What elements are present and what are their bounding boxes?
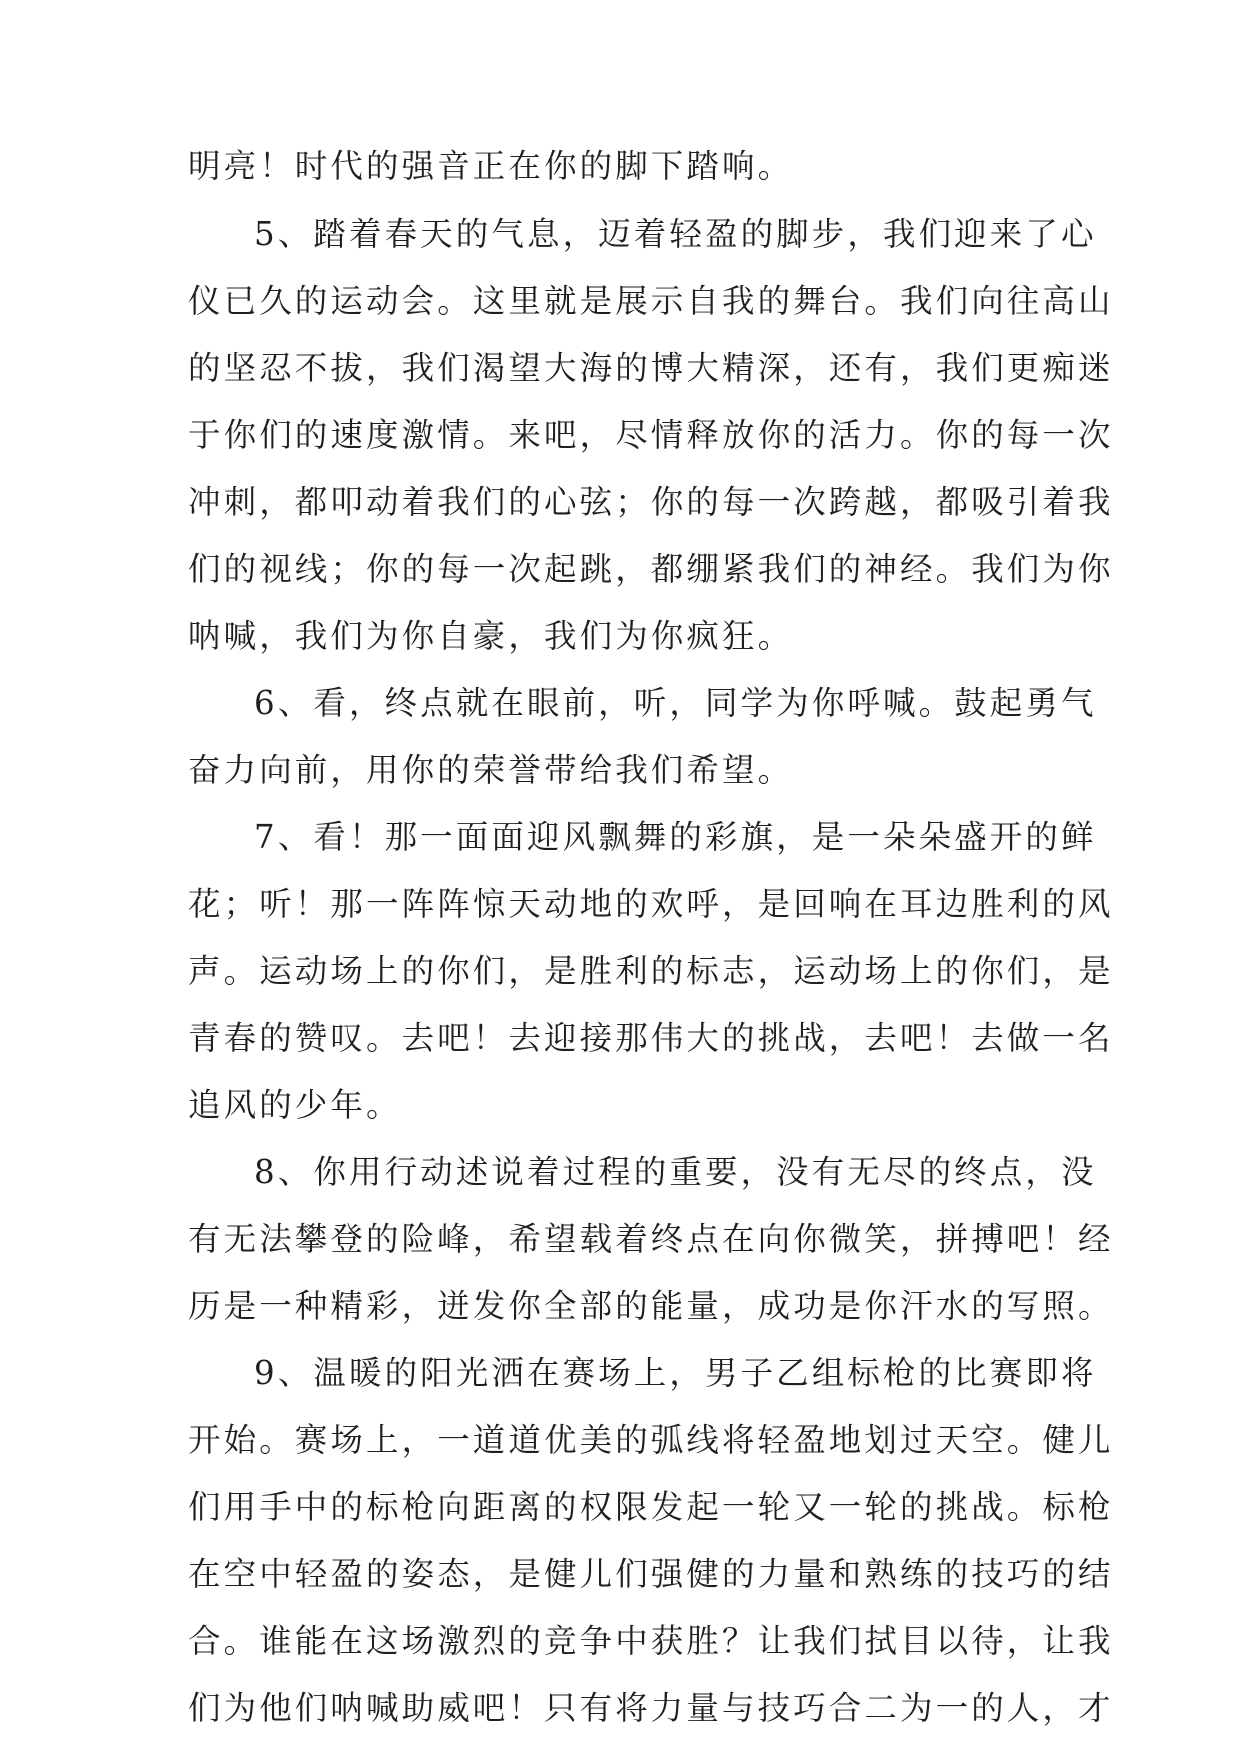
text-line: 在空中轻盈的姿态，是健儿们强健的力量和熟练的技巧的结 bbox=[188, 1555, 1114, 1593]
text-line: 9、温暖的阳光洒在赛场上，男子乙组标枪的比赛即将 bbox=[254, 1354, 1097, 1392]
text-line: 合。谁能在这场激烈的竞争中获胜？让我们拭目以待，让我 bbox=[188, 1622, 1114, 1660]
text-line: 的坚忍不拔，我们渴望大海的博大精深，还有，我们更痴迷 bbox=[188, 349, 1114, 387]
text-line: 花；听！那一阵阵惊天动地的欢呼，是回响在耳边胜利的风 bbox=[188, 885, 1114, 923]
text-line: 开始。赛场上，一道道优美的弧线将轻盈地划过天空。健儿 bbox=[188, 1421, 1114, 1459]
text-line: 声。运动场上的你们，是胜利的标志，运动场上的你们，是 bbox=[188, 952, 1114, 990]
text-line: 们为他们呐喊助威吧！只有将力量与技巧合二为一的人，才 bbox=[188, 1689, 1114, 1727]
text-line: 有无法攀登的险峰，希望载着终点在向你微笑，拼搏吧！经 bbox=[188, 1220, 1114, 1258]
text-line: 青春的赞叹。去吧！去迎接那伟大的挑战，去吧！去做一名 bbox=[188, 1019, 1114, 1057]
text-line: 5、踏着春天的气息，迈着轻盈的脚步，我们迎来了心 bbox=[254, 215, 1097, 253]
text-line: 于你们的速度激情。来吧，尽情释放你的活力。你的每一次 bbox=[188, 416, 1114, 454]
text-line: 7、看！那一面面迎风飘舞的彩旗，是一朵朵盛开的鲜 bbox=[254, 818, 1097, 856]
text-line: 6、看，终点就在眼前，听，同学为你呼喊。鼓起勇气 bbox=[254, 684, 1097, 722]
text-line: 奋力向前，用你的荣誉带给我们希望。 bbox=[188, 751, 794, 789]
text-line: 呐喊，我们为你自豪，我们为你疯狂。 bbox=[188, 617, 794, 655]
text-line: 追风的少年。 bbox=[188, 1086, 402, 1124]
text-line: 冲刺，都叩动着我们的心弦；你的每一次跨越，都吸引着我 bbox=[188, 483, 1114, 521]
text-line: 明亮！时代的强音正在你的脚下踏响。 bbox=[188, 147, 794, 185]
text-line: 仪已久的运动会。这里就是展示自我的舞台。我们向往高山 bbox=[188, 282, 1114, 320]
text-line: 们的视线；你的每一次起跳，都绷紧我们的神经。我们为你 bbox=[188, 550, 1114, 588]
text-line: 们用手中的标枪向距离的权限发起一轮又一轮的挑战。标枪 bbox=[188, 1488, 1114, 1526]
text-line: 8、你用行动述说着过程的重要，没有无尽的终点，没 bbox=[254, 1153, 1097, 1191]
text-line: 历是一种精彩，迸发你全部的能量，成功是你汗水的写照。 bbox=[188, 1287, 1114, 1325]
